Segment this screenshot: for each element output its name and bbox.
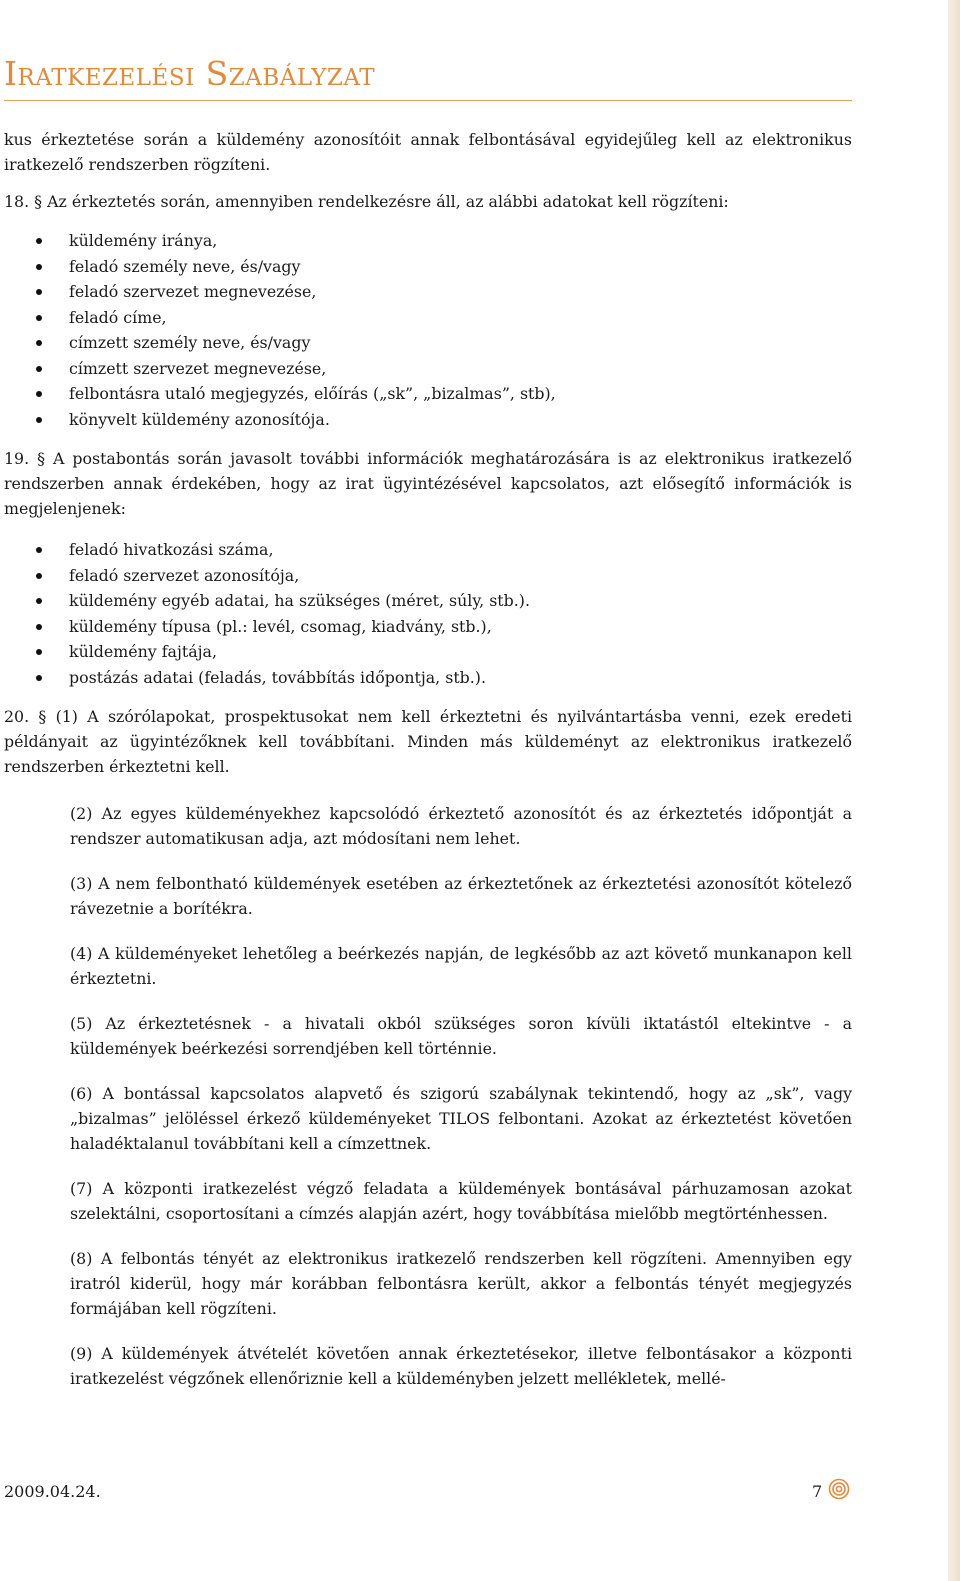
document-body [4,127,852,1391]
list-item: feladó személy neve, és/vagy [4,254,852,280]
document-header-title: Iratkezelési Szabályzat [4,54,376,93]
section-20-paragraph-9: (9) A küldemények átvételét követően annak érkeztetésekor, illetve felbontásakor a központi iratkezelést végzőnek ellenőriznie kell a küldeményben jelzett mellékletek, mellé- [70,1344,852,1388]
section-20-paragraph-3: (3) A nem felbontható küldemények esetében az érkeztetőnek az érkeztetési azonosítót kötelező rávezetnie a borítékra. [70,874,852,918]
list-item: küldemény iránya, [4,228,852,254]
list-item: feladó szervezet azonosítója, [4,563,852,589]
list-item: küldemény típusa (pl.: levél, csomag, kiadvány, stb.), [4,614,852,640]
page-number: 7 [812,1482,823,1501]
section-20-paragraph-5: (5) Az érkeztetésnek - a hivatali okból szükséges soron kívüli iktatástól eltekintve - a küldemények beérkezési sorrendjében kell történnie. [70,1014,852,1058]
list-item: postázás adatai (feladás, továbbítás időpontja, stb.). [4,665,852,691]
list-item: feladó szervezet megnevezése, [4,279,852,305]
list-item: feladó címe, [4,305,852,331]
list-item: könyvelt küldemény azonosítója. [4,407,852,433]
section-20-paragraph-6: (6) A bontással kapcsolatos alapvető és szigorú szabálynak tekintendő, hogy az „sk”, vagy „bizalmas” jelöléssel érkező küldeményeket TILOS felbontani. Azokat az érkeztetést követően haladéktalanul továbbítani kell a címzettnek. [70,1084,852,1153]
section-20-intro: 20. § (1) A szórólapokat, prospektusokat nem kell érkeztetni és nyilvántartásba venni, ezek eredeti példányait az ügyintézőknek kell továbbítani. Minden más küldeményt az elektronikus iratkezelő rendszerben érkeztetni kell. [4,707,852,776]
list-item: feladó hivatkozási száma, [4,537,852,563]
list-item: címzett szervezet megnevezése, [4,356,852,382]
section-18-list [4,228,852,432]
header-divider [4,100,852,101]
concentric-circles-icon [828,1478,850,1500]
section-19-intro: 19. § A postabontás során javasolt további információk meghatározására is az elektronikus iratkezelő rendszerben annak érdekében, hogy az irat ügyintézésével kapcsolatos, azt elősegítő információk is megjelenjenek: [4,449,852,518]
page-edge-bar [948,0,960,1581]
section-20-paragraph-2: (2) Az egyes küldeményekhez kapcsolódó érkeztető azonosítót és az érkeztetés időpontját a rendszer automatikusan adja, azt módosítani nem lehet. [70,804,852,848]
section-20-paragraph-7: (7) A központi iratkezelést végző feladata a küldemények bontásával párhuzamosan azokat szelektálni, csoportosítani a címzés alapján azért, hogy továbbítása mielőbb megtörténhessen. [70,1179,852,1223]
list-item: küldemény egyéb adatai, ha szükséges (méret, súly, stb.). [4,588,852,614]
section-20-paragraph-8: (8) A felbontás tényét az elektronikus iratkezelő rendszerben kell rögzíteni. Amennyiben egy iratról kiderül, hogy már korábban felbontásra került, akkor a felbontás tényét megjegyzés formájában kell rögzíteni. [70,1249,852,1318]
list-item: küldemény fajtája, [4,639,852,665]
list-item: címzett személy neve, és/vagy [4,330,852,356]
section-18-intro: 18. § Az érkeztetés során, amennyiben rendelkezésre áll, az alábbi adatokat kell rögzíteni: [4,192,729,211]
section-20-paragraph-4: (4) A küldeményeket lehetőleg a beérkezés napján, de legkésőbb az azt követő munkanapon kell érkeztetni. [70,944,852,988]
footer-date: 2009.04.24. [4,1482,101,1501]
continuation-paragraph: kus érkeztetése során a küldemény azonosítóit annak felbontásával egyidejűleg kell az elektronikus iratkezelő rendszerben rögzíteni. [4,130,852,174]
section-19-list [4,537,852,690]
list-item: felbontásra utaló megjegyzés, előírás („sk”, „bizalmas”, stb), [4,381,852,407]
